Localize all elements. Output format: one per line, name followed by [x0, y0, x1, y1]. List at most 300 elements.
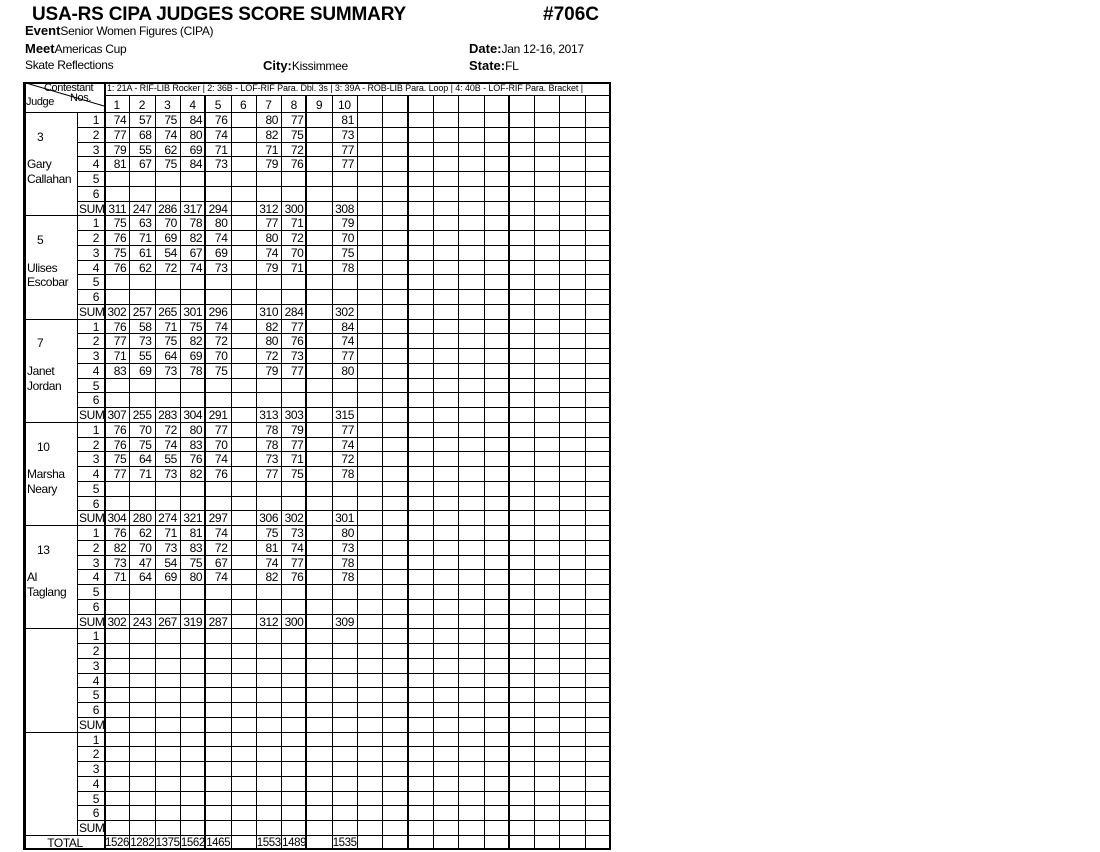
sum-cell: 274 — [158, 511, 177, 526]
score-cell: 77 — [341, 422, 354, 437]
score-cell: 73 — [164, 363, 177, 378]
score-cell: 73 — [290, 526, 304, 540]
sum-cell: 287 — [208, 614, 228, 629]
sum-cell: 255 — [132, 408, 152, 422]
row-label: 3 — [92, 245, 99, 260]
contestant-number: 1 — [113, 98, 120, 112]
row-label: 4 — [92, 363, 99, 378]
score-cell: 76 — [214, 467, 228, 481]
score-cell: 73 — [164, 540, 177, 555]
row-label: 5 — [92, 585, 99, 599]
row-label: SUM — [79, 201, 105, 216]
score-cell: 72 — [290, 231, 304, 245]
score-cell: 81 — [265, 540, 279, 555]
score-cell: 72 — [265, 349, 279, 363]
score-cell: 70 — [341, 231, 354, 245]
grid-line — [77, 289, 610, 290]
corner-nos-label: Nos. — [70, 92, 92, 104]
row-label: 4 — [92, 260, 99, 275]
contestant-number — [509, 97, 534, 112]
grid-line — [77, 584, 610, 585]
score-cell: 77 — [113, 334, 127, 349]
row-label: 4 — [92, 570, 99, 585]
total-cell: 1375 — [155, 836, 180, 849]
score-cell: 71 — [164, 526, 177, 540]
meet-field — [25, 40, 126, 58]
score-cell: 82 — [189, 231, 203, 245]
score-cell: 79 — [341, 216, 354, 231]
grid-line — [458, 95, 459, 850]
score-cell: 47 — [139, 555, 152, 570]
score-cell: 74 — [113, 113, 127, 127]
event-value: Senior Women Figures (CIPA) — [60, 24, 214, 38]
form-code: #706C — [543, 4, 599, 25]
score-cell: 76 — [113, 319, 127, 334]
score-cell: 83 — [189, 540, 203, 555]
score-cell: 75 — [139, 437, 152, 452]
score-cell: 77 — [214, 422, 228, 437]
contestant-number: 10 — [338, 98, 351, 112]
grid-line — [23, 732, 610, 733]
total-cell: 1553 — [256, 836, 281, 849]
score-cell: 82 — [265, 570, 279, 585]
sum-cell: 300 — [284, 614, 304, 629]
score-cell: 75 — [164, 334, 177, 349]
city-field — [263, 57, 348, 75]
score-cell: 74 — [214, 319, 228, 334]
score-cell: 84 — [341, 319, 354, 334]
score-cell: 73 — [139, 334, 152, 349]
grid-line — [508, 95, 510, 850]
sum-cell: 257 — [132, 304, 152, 319]
score-cell: 67 — [139, 157, 152, 172]
score-cell: 76 — [113, 437, 127, 452]
score-cell: 75 — [341, 245, 354, 260]
event-field — [25, 22, 213, 40]
sum-cell: 304 — [183, 408, 203, 422]
row-label: 1 — [92, 113, 99, 127]
row-label: 3 — [92, 658, 99, 673]
score-cell: 73 — [113, 555, 127, 570]
row-label: 1 — [92, 216, 99, 231]
sum-cell: 265 — [158, 304, 177, 319]
event-label: Event — [25, 23, 61, 38]
score-cell: 69 — [139, 363, 152, 378]
grid-line — [77, 186, 610, 187]
grid-line — [77, 171, 610, 172]
judge-first-name: Ulises — [27, 260, 58, 275]
row-label: SUM — [79, 304, 105, 319]
grid-line — [305, 95, 307, 850]
sum-cell: 301 — [183, 304, 203, 319]
score-cell: 71 — [290, 216, 304, 231]
score-cell: 83 — [189, 437, 203, 452]
score-cell: 75 — [113, 216, 127, 231]
score-cell: 80 — [189, 570, 203, 585]
row-label: 2 — [92, 644, 99, 658]
contestant-number: 6 — [240, 98, 247, 112]
score-cell: 71 — [139, 231, 152, 245]
grid-line — [534, 95, 535, 850]
score-cell: 70 — [139, 422, 152, 437]
grid-line — [585, 95, 586, 850]
sum-cell: 302 — [107, 614, 127, 629]
sum-cell: 267 — [158, 614, 177, 629]
grid-line — [77, 820, 610, 821]
score-cell: 71 — [139, 467, 152, 481]
row-label: 6 — [92, 496, 99, 511]
score-cell: 73 — [214, 260, 228, 275]
score-cell: 79 — [265, 363, 279, 378]
score-cell: 81 — [341, 113, 354, 127]
score-cell: 69 — [164, 570, 177, 585]
score-cell: 54 — [164, 245, 177, 260]
contestant-number — [408, 97, 433, 112]
score-cell: 76 — [290, 157, 304, 172]
sum-cell: 311 — [108, 201, 127, 216]
score-cell: 75 — [290, 127, 304, 142]
row-label: 5 — [92, 481, 99, 496]
score-cell: 63 — [139, 216, 152, 231]
judge-last-name: Jordan — [27, 378, 62, 393]
judge-number: 3 — [37, 129, 44, 144]
row-label: 3 — [92, 452, 99, 467]
sum-cell: 247 — [132, 201, 152, 216]
score-cell: 69 — [189, 349, 203, 363]
grid-line — [77, 599, 610, 600]
score-cell: 54 — [164, 555, 177, 570]
sum-cell: 280 — [132, 511, 152, 526]
judge-first-name: Gary — [27, 157, 52, 172]
row-label: 2 — [92, 127, 99, 142]
sum-cell: 312 — [259, 614, 279, 629]
contestant-number — [458, 97, 483, 112]
score-cell: 75 — [290, 467, 304, 481]
score-cell: 74 — [214, 127, 228, 142]
score-cell: 82 — [189, 334, 203, 349]
date-field — [469, 40, 584, 58]
score-cell: 71 — [164, 319, 177, 334]
row-label: SUM — [79, 614, 105, 629]
contestant-number — [382, 97, 407, 112]
row-label: 4 — [92, 157, 99, 172]
score-cell: 64 — [139, 452, 152, 467]
grid-line — [433, 95, 434, 850]
row-label: 2 — [92, 747, 99, 762]
score-cell: 76 — [214, 113, 228, 127]
score-cell: 76 — [113, 231, 127, 245]
score-cell: 74 — [164, 127, 177, 142]
state-label: State: — [469, 58, 506, 73]
score-cell: 76 — [189, 452, 203, 467]
judge-last-name: Neary — [27, 481, 58, 496]
row-label: 6 — [92, 703, 99, 717]
score-cell: 78 — [341, 467, 354, 481]
score-cell: 75 — [164, 113, 177, 127]
grid-line — [484, 95, 485, 850]
grid-line — [77, 746, 610, 747]
state-field — [469, 57, 519, 75]
contestant-number — [534, 97, 559, 112]
row-label: SUM — [79, 408, 105, 422]
row-label: 2 — [92, 231, 99, 245]
score-cell: 70 — [214, 349, 228, 363]
judge-last-name: Callahan — [27, 172, 72, 186]
score-cell: 82 — [113, 540, 127, 555]
row-label: 1 — [92, 629, 99, 644]
contestant-number: 5 — [214, 98, 221, 112]
score-cell: 78 — [341, 555, 354, 570]
score-cell: 78 — [341, 570, 354, 585]
score-cell: 75 — [113, 245, 127, 260]
row-label: 6 — [92, 186, 99, 201]
score-cell: 70 — [164, 216, 177, 231]
sum-cell: 319 — [183, 614, 203, 629]
sum-cell: 317 — [183, 201, 203, 216]
score-cell: 83 — [113, 363, 127, 378]
judge-last-name — [27, 791, 77, 805]
contestant-number — [433, 97, 458, 112]
judge-last-name: Taglang — [27, 585, 67, 599]
score-cell: 82 — [265, 127, 279, 142]
row-label: 2 — [92, 334, 99, 349]
row-label: 6 — [92, 393, 99, 408]
score-cell: 80 — [341, 363, 354, 378]
meet-label: Meet — [25, 41, 55, 56]
sum-cell: 309 — [335, 614, 354, 629]
contestant-number — [484, 97, 509, 112]
score-cell: 80 — [341, 526, 354, 540]
score-cell: 79 — [113, 142, 127, 157]
score-cell: 71 — [265, 142, 279, 157]
sum-cell: 312 — [259, 201, 279, 216]
grid-line — [77, 496, 610, 497]
sum-cell: 291 — [208, 408, 228, 422]
score-cell: 69 — [214, 245, 228, 260]
contestant-number — [585, 97, 610, 112]
score-cell: 75 — [164, 157, 177, 172]
contestant-number: 9 — [315, 98, 323, 112]
row-label: 1 — [92, 422, 99, 437]
date-label: Date: — [469, 41, 502, 56]
sum-cell: 321 — [183, 511, 203, 526]
sum-cell: 284 — [284, 304, 304, 319]
grid-line — [77, 643, 610, 644]
row-label: 1 — [92, 319, 99, 334]
judge-number: 5 — [37, 233, 44, 247]
score-cell: 78 — [189, 363, 203, 378]
date-value: Jan 12-16, 2017 — [501, 42, 584, 56]
grid-line — [77, 776, 610, 777]
row-label: 2 — [92, 437, 99, 452]
sum-cell: 302 — [284, 511, 304, 526]
row-label: 5 — [92, 688, 99, 703]
score-cell: 78 — [265, 422, 279, 437]
row-label: 6 — [92, 599, 99, 614]
sum-cell: 313 — [259, 408, 279, 422]
row-label: 1 — [92, 526, 99, 540]
score-cell: 67 — [214, 555, 228, 570]
contestant-number: 7 — [265, 98, 272, 112]
score-cell: 64 — [164, 349, 177, 363]
total-cell: 1526 — [105, 836, 129, 849]
score-cell: 70 — [139, 540, 152, 555]
score-cell: 71 — [290, 452, 304, 467]
total-cell: 1562 — [180, 836, 205, 849]
sum-cell: 294 — [208, 201, 228, 216]
contestant-number: 2 — [138, 98, 146, 112]
grid-line — [77, 805, 610, 806]
score-cell: 77 — [341, 349, 354, 363]
score-cell: 69 — [189, 142, 203, 157]
state-value: FL — [505, 59, 519, 73]
score-cell: 77 — [290, 319, 304, 334]
row-label: 4 — [92, 467, 99, 481]
score-cell: 75 — [189, 319, 203, 334]
score-cell: 76 — [113, 260, 127, 275]
score-cell: 74 — [214, 452, 228, 467]
judge-first-name — [27, 673, 77, 687]
score-cell: 64 — [139, 570, 152, 585]
contestant-number: 4 — [189, 98, 196, 112]
grid-line — [77, 392, 610, 393]
score-cell: 73 — [214, 157, 228, 172]
score-cell: 55 — [139, 142, 152, 157]
score-cell: 75 — [189, 555, 203, 570]
grid-line — [77, 791, 610, 792]
sum-cell: 302 — [335, 304, 354, 319]
score-cell: 74 — [214, 231, 228, 245]
score-cell: 74 — [265, 555, 279, 570]
score-cell: 80 — [189, 422, 203, 437]
score-cell: 74 — [341, 334, 354, 349]
row-label: 4 — [92, 776, 99, 791]
score-cell: 62 — [164, 142, 177, 157]
total-cell: 1465 — [206, 836, 231, 849]
total-cell: 1282 — [130, 836, 155, 849]
score-cell: 73 — [265, 452, 279, 467]
judge-number: 10 — [37, 439, 50, 454]
grid-line — [77, 658, 610, 659]
sum-cell: 308 — [335, 201, 354, 216]
row-label: SUM — [79, 511, 105, 526]
judge-last-name — [27, 687, 77, 701]
score-cell: 73 — [341, 127, 354, 142]
score-cell: 81 — [113, 157, 127, 172]
row-label: 3 — [92, 762, 99, 776]
judge-last-name: Escobar — [27, 275, 69, 290]
grid-line — [77, 687, 610, 688]
table-right-border — [609, 82, 611, 850]
score-cell: 75 — [265, 526, 279, 540]
score-cell: 77 — [113, 127, 127, 142]
grid-line — [77, 717, 610, 718]
score-cell: 75 — [113, 452, 127, 467]
score-cell: 74 — [290, 540, 304, 555]
judge-first-name — [27, 776, 77, 790]
score-cell: 70 — [214, 437, 228, 452]
sum-cell: 307 — [107, 408, 127, 422]
row-label: 5 — [92, 275, 99, 290]
score-cell: 78 — [189, 216, 203, 231]
score-cell: 55 — [164, 452, 177, 467]
sum-cell: 243 — [132, 614, 152, 629]
score-cell: 74 — [214, 570, 228, 585]
score-cell: 77 — [113, 467, 127, 481]
grid-line — [559, 95, 560, 850]
total-cell: 1535 — [332, 836, 357, 849]
score-cell: 77 — [290, 113, 304, 127]
row-label: SUM — [79, 717, 105, 732]
score-cell: 77 — [265, 216, 279, 231]
score-cell: 80 — [214, 216, 228, 231]
contestant-number: 8 — [290, 98, 297, 112]
judge-first-name: Marsha — [27, 467, 65, 481]
score-cell: 62 — [139, 526, 152, 540]
score-cell: 82 — [265, 319, 279, 334]
score-cell: 71 — [113, 570, 127, 585]
sum-cell: 315 — [335, 408, 354, 422]
report-title: USA-RS CIPA JUDGES SCORE SUMMARY — [32, 4, 406, 25]
total-cell: 1489 — [282, 836, 307, 849]
score-cell: 72 — [214, 334, 228, 349]
contestant-number — [559, 97, 584, 112]
sum-cell: 301 — [335, 511, 354, 526]
score-cell: 71 — [113, 349, 127, 363]
total-label: TOTAL — [47, 835, 83, 850]
score-cell: 70 — [290, 245, 304, 260]
sum-cell: 303 — [284, 408, 304, 422]
sum-cell: 304 — [107, 511, 127, 526]
row-label: 3 — [92, 555, 99, 570]
score-cell: 77 — [290, 555, 304, 570]
corner-judge-label: Judge — [26, 96, 54, 108]
score-cell: 55 — [139, 349, 152, 363]
score-cell: 77 — [265, 467, 279, 481]
grid-line — [77, 761, 610, 762]
score-cell: 79 — [290, 422, 304, 437]
sum-cell: 310 — [259, 304, 279, 319]
score-cell: 77 — [341, 142, 354, 157]
score-cell: 72 — [164, 260, 177, 275]
score-cell: 72 — [214, 540, 228, 555]
score-cell: 84 — [189, 157, 203, 172]
row-label: 6 — [92, 806, 99, 821]
score-cell: 72 — [164, 422, 177, 437]
corner-contestant-label: Contestant — [44, 82, 94, 94]
grid-line — [77, 673, 610, 674]
score-cell: 77 — [290, 437, 304, 452]
sum-cell: 296 — [208, 304, 228, 319]
score-cell: 80 — [265, 231, 279, 245]
score-cell: 61 — [139, 245, 152, 260]
city-value: Kissimmee — [291, 59, 348, 73]
score-cell: 68 — [139, 127, 152, 142]
contestant-number: 3 — [164, 98, 171, 112]
score-cell: 76 — [290, 334, 304, 349]
score-cell: 72 — [341, 452, 354, 467]
score-cell: 75 — [214, 363, 228, 378]
table-left-border — [23, 82, 26, 850]
score-cell: 81 — [189, 526, 203, 540]
score-cell: 84 — [189, 113, 203, 127]
score-cell: 80 — [189, 127, 203, 142]
score-cell: 76 — [290, 570, 304, 585]
sum-cell: 302 — [107, 304, 127, 319]
score-cell: 73 — [164, 467, 177, 481]
score-cell: 62 — [139, 260, 152, 275]
figures-description: 1: 21A - RIF-LIB Rocker | 2: 36B - LOF-RIF Para. Dbl. 3s | 3: 39A - ROB-LIB Para. Loop | 4: 40B - LOF-RIF Para. Bracket | — [107, 83, 583, 93]
